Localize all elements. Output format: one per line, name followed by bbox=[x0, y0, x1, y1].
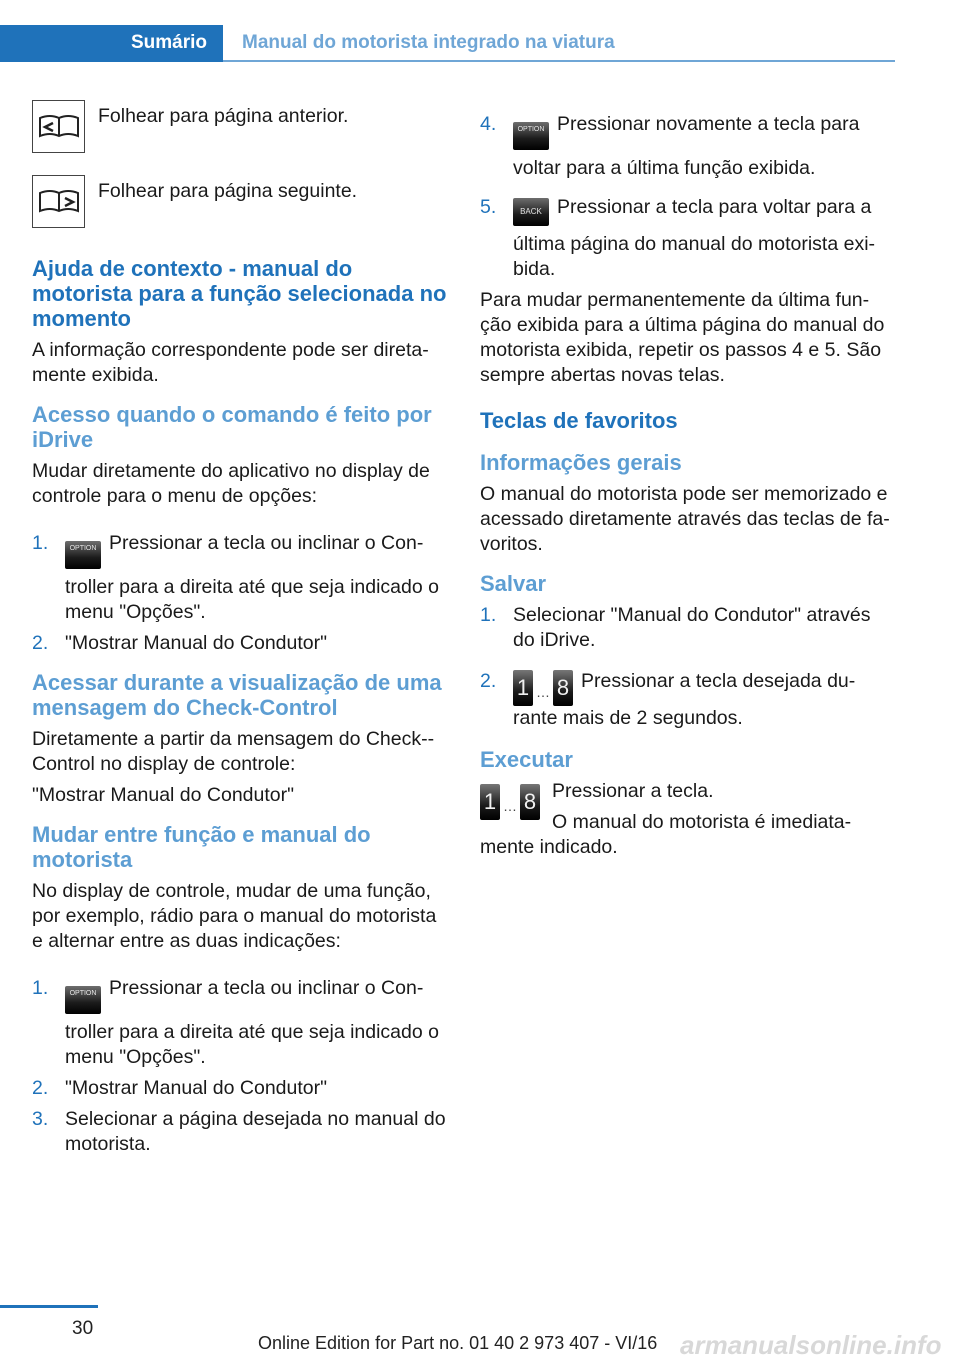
para-switch: No display de controle, mudar de uma função, por exemplo, rádio para o manual do motorista e alternar entre as duas indicações: bbox=[32, 880, 437, 952]
favorite-key-1-icon: 1 bbox=[480, 784, 500, 820]
step-text: Pressionar a tecla desejada du‐rante mais de 2 segundos. bbox=[513, 670, 856, 729]
left-column bbox=[32, 100, 450, 1163]
tab-sumario-label: Sumário bbox=[130, 32, 207, 53]
execute-block bbox=[480, 779, 896, 860]
step-number: 1. bbox=[32, 532, 49, 554]
back-key-icon: BACK bbox=[513, 198, 549, 226]
breadcrumb-link[interactable]: Manual do motorista integrado na viatura bbox=[242, 32, 615, 53]
step-number: 3. bbox=[32, 1108, 49, 1130]
nav-next-text: Folhear para página seguinte. bbox=[98, 180, 358, 202]
step-number: 2. bbox=[32, 1077, 49, 1099]
heading-context-help: Ajuda de contexto - manual do motorista para a função selecionada no momento bbox=[32, 256, 447, 331]
top-nav bbox=[0, 25, 895, 62]
heading-general-info: Informações gerais bbox=[480, 450, 682, 475]
favorite-key-8-icon: 8 bbox=[553, 670, 573, 706]
option-key-icon: OPTION bbox=[513, 122, 549, 150]
list-item bbox=[32, 531, 450, 625]
step-number: 5. bbox=[480, 196, 497, 218]
heading-check-control: Acessar durante a visualização de uma mensagem do Check-Control bbox=[32, 670, 442, 720]
step-number: 4. bbox=[480, 113, 497, 135]
heading-execute: Executar bbox=[480, 747, 573, 772]
para-check: Diretamente a partir da mensagem do Check--Control no display de controle: bbox=[32, 728, 435, 775]
para-exec-2: O manual do motorista é imediata‐mente indicado. bbox=[480, 811, 852, 858]
heading-save: Salvar bbox=[480, 571, 547, 596]
footer-divider bbox=[0, 1305, 98, 1308]
para-idrive: Mudar diretamente do aplicativo no display de controle para o menu de opções: bbox=[32, 460, 430, 507]
list-item bbox=[32, 976, 450, 1070]
header-divider bbox=[223, 60, 895, 62]
step-number: 2. bbox=[480, 670, 497, 692]
book-prev-icon bbox=[32, 100, 85, 153]
nav-prev-text: Folhear para página anterior. bbox=[98, 105, 349, 127]
step-text: Pressionar a tecla ou inclinar o Con‐troller para a direita até que seja indicado o menu "Opções". bbox=[65, 977, 439, 1068]
para-permanent: Para mudar permanentemente da última fun‐ção exibida para a última página do manual do motorista exibida, repetir os passos 4 e 5. São sempre abertas novas telas. bbox=[480, 289, 885, 386]
steps-list-2 bbox=[32, 976, 450, 1157]
right-column bbox=[480, 112, 896, 866]
list-item bbox=[480, 669, 896, 731]
list-item bbox=[480, 195, 896, 282]
list-item bbox=[32, 631, 450, 656]
dots-icon: … bbox=[536, 684, 550, 700]
page-number: 30 bbox=[72, 1318, 94, 1339]
steps-list-1 bbox=[32, 531, 450, 656]
edition-text: Online Edition for Part no. 01 40 2 973 407 - VI/16 bbox=[258, 1333, 658, 1353]
para-check-2: "Mostrar Manual do Condutor" bbox=[32, 784, 295, 806]
step-text: Pressionar a tecla para voltar para a última página do manual do motorista exi‐bida. bbox=[513, 196, 876, 280]
nav-prev-row bbox=[32, 100, 450, 153]
heading-idrive-access: Acesso quando o comando é feito por iDrive bbox=[32, 402, 432, 452]
step-text: "Mostrar Manual do Condutor" bbox=[65, 632, 328, 654]
step-text: Pressionar novamente a tecla para voltar para a última função exibida. bbox=[513, 113, 860, 179]
para-info: O manual do motorista pode ser memorizado e acessado diretamente através das teclas de fa‐voritos. bbox=[480, 483, 890, 555]
dots-icon: … bbox=[503, 798, 517, 814]
step-number: 1. bbox=[32, 977, 49, 999]
step-number: 2. bbox=[32, 632, 49, 654]
list-item bbox=[480, 112, 896, 181]
heading-favorites: Teclas de favoritos bbox=[480, 408, 678, 433]
list-item bbox=[32, 1076, 450, 1101]
option-key-icon: OPTION bbox=[65, 986, 101, 1014]
favorite-keys-icon-group bbox=[480, 783, 540, 820]
tab-sumario[interactable] bbox=[0, 25, 223, 62]
para-exec-1: Pressionar a tecla. bbox=[552, 780, 714, 802]
steps-list-4 bbox=[480, 603, 896, 731]
list-item bbox=[32, 1107, 450, 1157]
step-text: Pressionar a tecla ou inclinar o Con‐troller para a direita até que seja indicado o menu "Opções". bbox=[65, 532, 439, 623]
nav-next-row bbox=[32, 175, 450, 228]
favorite-key-1-icon: 1 bbox=[513, 670, 533, 706]
step-text: "Mostrar Manual do Condutor" bbox=[65, 1077, 328, 1099]
step-text: Selecionar "Manual do Condutor" através do iDrive. bbox=[513, 604, 871, 651]
step-number: 1. bbox=[480, 604, 497, 626]
step-text: Selecionar a página desejada no manual do motorista. bbox=[65, 1108, 446, 1155]
para-context: A informação correspondente pode ser direta‐mente exibida. bbox=[32, 339, 429, 386]
steps-list-3 bbox=[480, 112, 896, 282]
watermark: armanualsonline.info bbox=[680, 1330, 942, 1360]
book-next-icon bbox=[32, 175, 85, 228]
list-item bbox=[480, 603, 896, 653]
favorite-key-8-icon: 8 bbox=[520, 784, 540, 820]
option-key-icon: OPTION bbox=[65, 541, 101, 569]
heading-switch: Mudar entre função e manual do motorista bbox=[32, 822, 371, 872]
